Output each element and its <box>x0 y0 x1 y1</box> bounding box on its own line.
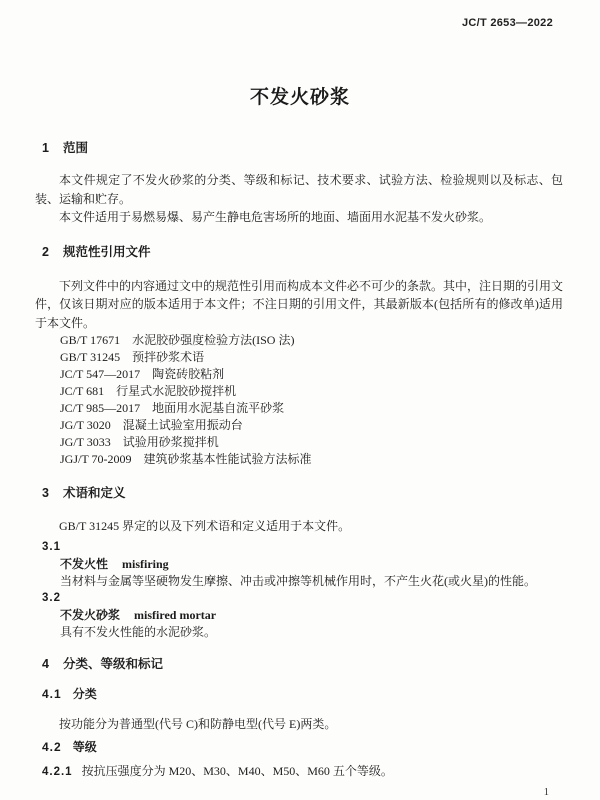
reference-item: JG/T 3020 混凝土试验室用振动台 <box>60 418 243 432</box>
subclause-4-1-number: 4.1 <box>42 686 62 701</box>
reference-item: JGJ/T 70-2009 建筑砂浆基本性能试验方法标准 <box>60 452 312 466</box>
subclause-4-2-1-number: 4.2.1 <box>42 766 73 778</box>
clause-2-intro: 下列文件中的内容通过文中的规范性引用而构成本文件必不可少的条款。其中，注日期的引用文件，仅该日期对应的版本适用于本文件；不注日期的引用文件，其最新版本(包括所有的修改单)适用于本文件。 <box>35 278 564 330</box>
subclause-4-2-1-body: 按抗压强度分为 M20、M30、M40、M50、M60 五个等级。 <box>81 764 393 778</box>
reference-item: JC/T 547—2017 陶瓷砖胶粘剂 <box>60 367 225 381</box>
term-entry <box>35 607 563 624</box>
term-en: misfiring <box>122 556 169 571</box>
term-number: 3.1 <box>42 540 61 553</box>
clause-3-number: 3 <box>42 486 50 500</box>
term-definition: 当材料与金属等坚硬物发生摩擦、冲击或冲擦等机械作用时，不产生火花(或火星)的性能。 <box>60 573 536 588</box>
subclause-4-2-number: 4.2 <box>42 740 62 754</box>
clause-2-title: 规范性引用文件 <box>62 244 151 259</box>
clause-4-number: 4 <box>42 656 50 671</box>
subclause-4-2-heading <box>35 740 563 755</box>
reference-item: JC/T 985—2017 地面用水泥基自流平砂浆 <box>60 401 285 415</box>
subclause-4-2-title: 等级 <box>72 740 97 754</box>
clause-3-heading <box>35 485 563 501</box>
normative-references-list <box>35 332 563 468</box>
term-zh: 不发火性 <box>60 556 109 571</box>
clause-1-heading <box>35 140 563 156</box>
term-number: 3.2 <box>42 591 61 604</box>
clause-1-title: 范围 <box>62 141 88 155</box>
subclause-4-1-heading <box>35 687 563 702</box>
term-zh: 不发火砂浆 <box>60 607 121 622</box>
term-definition: 具有不发火性能的水泥砂浆。 <box>60 624 217 639</box>
term-en: misfired mortar <box>134 607 217 622</box>
clause-2-heading <box>35 244 563 260</box>
document-title: 不发火砂浆 <box>249 87 350 108</box>
term-entry <box>35 556 563 573</box>
subclause-4-1-body: 按功能分为普通型(代号 C)和防静电型(代号 E)两类。 <box>59 716 337 731</box>
clause-4-title: 分类、等级和标记 <box>62 656 163 671</box>
clause-3-title: 术语和定义 <box>62 486 126 500</box>
page-number: 1 <box>543 787 549 798</box>
reference-item: GB/T 17671 水泥胶砂强度检验方法(ISO 法) <box>60 333 295 347</box>
standard-code: JC/T 2653—2022 <box>461 17 553 29</box>
clause-2-number: 2 <box>42 244 50 259</box>
subclause-4-1-title: 分类 <box>72 686 97 701</box>
clause-1-paragraph-2: 本文件适用于易燃易爆、易产生静电危害场所的地面、墙面用水泥基不发火砂浆。 <box>59 210 492 224</box>
reference-item: JC/T 681 行星式水泥胶砂搅拌机 <box>60 384 237 398</box>
clause-1-paragraph-1: 本文件规定了不发火砂浆的分类、等级和标记、技术要求、试验方法、检验规则以及标志、包装、运输和贮存。 <box>35 173 563 206</box>
clause-4-heading <box>35 656 563 672</box>
clause-1-number: 1 <box>42 141 50 155</box>
terms-and-definitions <box>35 539 563 641</box>
subclause-4-2-1 <box>35 762 563 782</box>
reference-item: GB/T 31245 预拌砂浆术语 <box>60 350 205 364</box>
reference-item: JG/T 3033 试验用砂浆搅拌机 <box>60 435 219 449</box>
clause-3-intro: GB/T 31245 界定的以及下列术语和定义适用于本文件。 <box>59 519 351 533</box>
document-body <box>35 0 563 782</box>
